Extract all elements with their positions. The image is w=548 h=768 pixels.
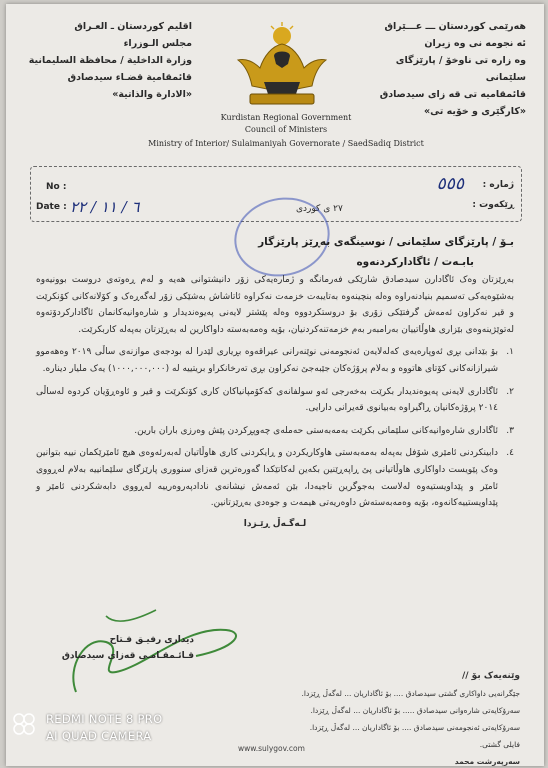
header-arabic-line: مجلس الـوزراء	[123, 38, 192, 49]
list-item-text: ئاگاداری لایەنی پەیوەندیدار بکرێت بەخەرجی ئەو سولفانەی کەکۆمپانیاکان کاری کۆنکرێت و قیر و ئاوەڕۆیان کردوە لەساڵی ٢٠١٤ پرۆژەکانیان ڕاگیراوە بەبیانوی قەیرانی دارایی.	[36, 386, 498, 414]
list-item-number: ٤.	[506, 448, 514, 459]
header-kurdish-line: وه زاره تی ناوخۆ / پارێزگای سلێمانی	[395, 55, 526, 83]
list-item-number: ٣.	[506, 425, 514, 436]
letter-body	[36, 272, 514, 532]
copy-to-heading: وێنەیەک بۆ //	[461, 671, 520, 681]
list-item-number: ٢.	[506, 386, 514, 397]
camera-lens-icon	[12, 712, 36, 736]
header-english-subtitle: Council of Ministers	[244, 125, 328, 134]
copy-to-line: سەرۆکایەتی ئەنجومەنی سیدصادق .... بۆ ئاگاداریان ... لەگەڵ ڕێزدا.	[309, 723, 520, 732]
camera-watermark-model: REDMI NOTE 8 PRO	[46, 712, 163, 726]
header-arabic-line: وزارة الداخلية / محافظة السليمانية	[28, 55, 192, 66]
no-label: No :	[46, 182, 67, 192]
list-item-number: ١.	[506, 347, 514, 358]
list-item-text: بۆ بێدانی بڕی ئەوپارەیەی کەلەلایەن ئەنجومەنی نوێنەرانی عیراقەوە بڕیاری لێدرا لە بودجەی موازنەی ساڵی ٢٠١٩ وەهەموو شیرازانەکانی کۆتای هاتووە و بەلام پرۆژەکان جێبەجێ نەکراون بڕی تەرخانکراو بریتییە لە (١٠٠٠,٠٠٠,٠٠٠) یەک ملیار دینارە.	[36, 347, 498, 374]
signatory-name: دیداری رفیـق فـتاح	[109, 635, 194, 645]
ref-number-handwritten: ٥٥٥	[436, 174, 464, 194]
header-arabic-line: «الادارة والذاتية»	[112, 89, 192, 100]
header-english-title: Kurdistan Regional Government	[220, 113, 352, 122]
header-kurdish-line: هەرێمی کوردستان ـــ عـــێراق	[384, 21, 526, 32]
ref-date-label: ڕێکەوت :	[472, 200, 514, 210]
list-item-text: ئاگاداری شارەوانیەکانی سلێمانی بکرێت بەمەبەستی حەملەی چەوپڕکردن پێش وەرزی باران بارین.	[134, 425, 498, 436]
header-arabic-line: قائمقامية قضـاء سيدصادق	[67, 72, 192, 83]
copy-to-line: فایلی گشتی.	[479, 740, 520, 749]
intro-paragraph: بەڕێزتان وەک ئاگادارن سیدصادق شارێکی فەرمانگە و ژمارەیەکی زۆر دانیشتوانی هەیە و لەم ڕەوتەی دروست بوونیەوە بەشێوەیەکی تەسمیم بنیادنەراوە وەلە بنچینەوە بەتایبەت خزمەت نەکراوە ئاتاشاش بەشێکی زۆر لەگەڕەک و کۆلانەکانی کۆنکرێت و قیر نەکراون ئەمەش گرفتێکی زۆری بۆ دروستکردووە وەلە پێشتر لایەنی پەیوەندیدار و شارەوانیەکانمان ئاگادارکردۆتەوە لەتوێژینەوەی بێزاری هاوڵاتییان بەرامبەر بەم خزمەتنەکردنیان، بۆیە وەمەبەستە داواکارین لە بەڕێزتان بەپەلە کاربکرێت.	[36, 275, 514, 335]
copy-to-line: جێگرانەیی داواکاری گشتی سیدصادق .... بۆ ئاگاداریان ... لەگەڵ ڕێزدا.	[301, 689, 520, 698]
footer-url: www.sulygov.com	[238, 744, 305, 753]
subject-block	[258, 232, 514, 272]
date-label: Date :	[36, 202, 67, 212]
header-english-block	[148, 112, 424, 148]
copy-to-block	[270, 668, 520, 766]
header-ministry-line: Ministry of Interior/ Sulaimaniyah Governorate / SaedSadiq District	[148, 139, 424, 148]
copy-to-line: سەرۆکایەتی شارەوانی سیدصادق ..... بۆ ئاگاداریان ... لەگەڵ ڕێزدا.	[310, 706, 520, 715]
header-arabic-line: اقليم كوردستان ـ العـراق	[74, 21, 192, 32]
letter-page	[6, 4, 544, 766]
header-arabic-block	[22, 18, 192, 103]
krg-emblem-icon	[234, 22, 330, 112]
list-item	[36, 344, 514, 377]
header-kurdish-line: «کارگێری و خۆیه تی»	[424, 106, 526, 117]
header-kurdish-line: قائمقامیه تی قه زای سیدصادق	[379, 89, 526, 100]
copy-to-line: سەرپەرشت محمد	[454, 757, 520, 766]
signature-block	[44, 632, 194, 664]
camera-watermark-type: AI QUAD CAMERA	[46, 729, 152, 743]
list-item	[36, 445, 514, 511]
header-kurdish-line: ئه نجومه نی وه زیران	[424, 38, 526, 49]
list-item	[36, 423, 514, 440]
list-item	[36, 384, 514, 417]
header-kurdish-block	[366, 18, 526, 120]
subject-line: بابـه‌ت / ئاگادارکردنه‌وه‌	[356, 256, 474, 268]
signatory-title: قـائـمقـامـی قەزای سیدصادق	[61, 651, 194, 661]
kurdish-date: ٢٧ ی کوردی	[296, 204, 343, 214]
closing-phrase: لـەگـەڵ ڕێـزدا	[243, 518, 307, 529]
ref-number-label: ژماره :	[482, 180, 514, 190]
list-item-text: دابینکردنی ئامێری شۆفل بەپەلە بەمەبەستی هاوکاریکردن و ڕایکردنی کاری هاوڵاتیان لەبەرئەوەی هیچ ئامێرێکمان نییە بتوانین وەک پێویست داواکاری هاوڵاتیانی پێ ڕاپەڕێنین بکەین لەکاتێکدا گەورەترین قەزای سنووری پارێزگای سلێمانییە بەلام لەڕووی ئامێر و پێداویستیەوە لەلاست بەجوگرین ناجیەدا، بێن ئەمەش نیشانەی نادادپەروەرییە لەڕووی دابەشکردنی ئامێر و پێداویستییەکانەوە، بۆیە وەمەبەستەش داوەریەتی هیمەت و جوەدی بەڕێزتانین.	[36, 448, 498, 509]
addressee-line: بـۆ / پارێزگای سلێمانی / نوسینگه‌ی به‌ڕێز پارێزگار	[258, 236, 514, 248]
date-handwritten: ٦ / ١١ / ٢٢	[70, 198, 140, 216]
